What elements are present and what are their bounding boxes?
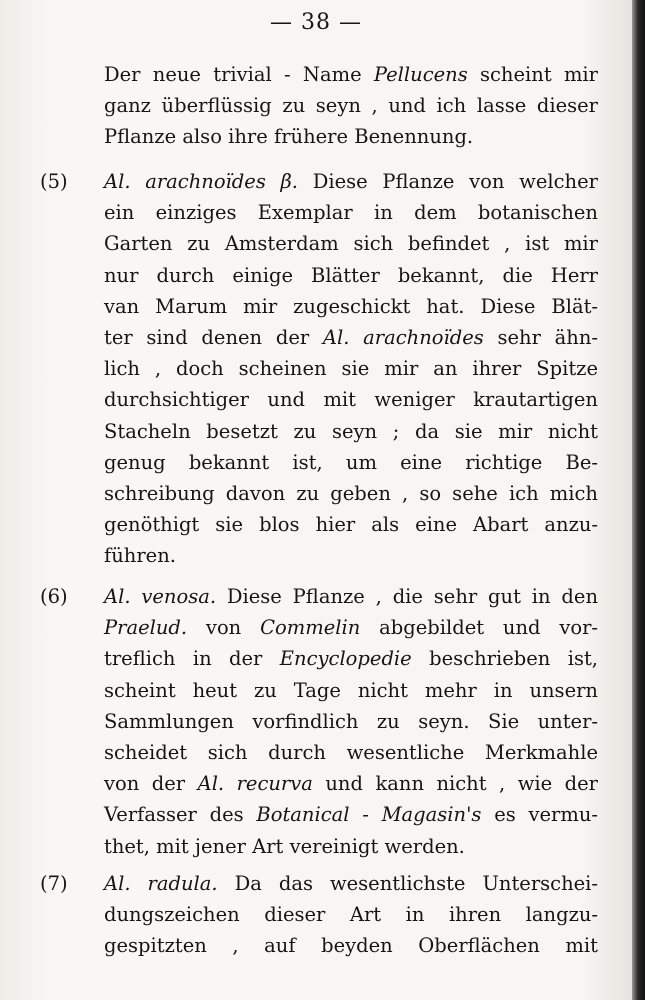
text-run: von <box>187 616 261 640</box>
text-line <box>104 509 598 540</box>
text-run: van Marum mir zugeschickt hat. Diese Blät- <box>104 294 598 318</box>
text-line <box>104 868 598 899</box>
text-line <box>104 831 465 862</box>
text-line <box>104 581 598 612</box>
italic-name: Al. radula. <box>104 872 218 895</box>
text-run: es vermu- <box>481 803 598 827</box>
text-line <box>104 612 598 643</box>
text-run: abgebildet und vor- <box>360 616 598 640</box>
text-line <box>104 59 598 90</box>
entry-number: (6) <box>40 585 68 608</box>
text-line <box>104 291 598 322</box>
italic-name: Commelin <box>260 616 361 640</box>
text-run: Sammlungen vorfindlich zu seyn. Sie unter- <box>104 709 598 733</box>
text-run: scheidet sich durch wesentliche Merkmahle <box>104 741 598 764</box>
text-line <box>104 322 598 353</box>
text-line <box>104 353 598 384</box>
text-run: Diese Pflanze von welcher <box>298 170 598 193</box>
text-line <box>104 228 598 259</box>
page-edge-shadow <box>632 0 645 1000</box>
text-line <box>104 166 598 197</box>
text-line <box>104 899 598 930</box>
text-line <box>104 121 473 152</box>
text-run: ganz überflüssig zu seyn , und ich lasse dieser <box>104 94 598 118</box>
text-run: Diese Pflanze , die sehr gut in den <box>216 585 598 608</box>
text-line <box>104 799 598 830</box>
text-line <box>104 768 598 799</box>
text-line <box>104 675 598 706</box>
italic-name: Al. arachnoïdes β. <box>104 170 298 193</box>
text-run: thet, mit jener Art vereinigt werden. <box>104 834 465 858</box>
text-line <box>104 260 598 291</box>
text-run: führen. <box>104 544 176 568</box>
text-run: durchsichtiger und mit weniger krautartigen <box>104 388 598 412</box>
italic-name: Pellucens <box>373 63 468 86</box>
text-line <box>104 384 598 415</box>
text-line <box>104 706 598 737</box>
text-run: schreibung davon zu geben , so sehe ich mich <box>104 482 598 505</box>
text-run: ein einziges Exemplar in dem botanischen <box>104 201 598 225</box>
text-run: scheint mir <box>467 63 598 86</box>
italic-name: Botanical - Magasin's <box>256 803 482 827</box>
text-run: Pflanze also ihre frühere Benennung. <box>104 125 474 149</box>
text-run: nur durch einige Blätter bekannt, die Herr <box>104 263 598 287</box>
italic-name: Al. arachnoïdes <box>322 326 484 349</box>
text-line <box>104 90 598 121</box>
italic-name: Al. venosa. <box>104 585 217 608</box>
text-run: sehr ähn- <box>483 326 598 349</box>
text-run: dungszeichen dieser Art in ihren langzu- <box>104 903 598 927</box>
text-line <box>104 930 598 961</box>
text-run: Garten zu Amsterdam sich befindet , ist mir <box>104 232 598 256</box>
text-run: treflich in der <box>104 647 280 671</box>
text-line <box>104 416 598 447</box>
text-run: lich , doch scheinen sie mir an ihrer Spitze <box>104 357 598 381</box>
entry-number: (5) <box>40 170 68 193</box>
text-line <box>104 447 598 478</box>
italic-name: Praelud. <box>104 616 188 640</box>
text-run: scheint heut zu Tage nicht mehr in unsern <box>104 678 598 702</box>
italic-name: Al. recurva <box>197 772 313 796</box>
text-run: genöthigt sie blos hier als eine Abart anzu- <box>104 513 598 537</box>
text-run: von der <box>104 772 198 796</box>
text-run: Der neue trivial - Name <box>104 63 374 86</box>
text-line <box>104 478 598 509</box>
text-run: ter sind denen der <box>104 326 323 349</box>
text-line <box>104 643 598 674</box>
text-line <box>104 540 176 571</box>
text-run: gespitzten , auf beyden Oberflächen mit <box>104 934 598 958</box>
text-run: und kann nicht , wie der <box>312 772 598 796</box>
page-number: — 38 — <box>270 10 362 35</box>
text-line <box>104 197 598 228</box>
text-run: Stacheln besetzt zu seyn ; da sie mir nicht <box>104 419 598 443</box>
text-run: Da das wesentlichste Unterschei- <box>217 872 599 895</box>
text-line <box>104 737 598 768</box>
text-run: beschrieben ist, <box>411 647 599 671</box>
italic-name: Encyclopedie <box>279 647 412 671</box>
entry-number: (7) <box>40 872 68 895</box>
text-run: Verfasser des <box>104 803 257 827</box>
text-run: genug bekannt ist, um eine richtige Be- <box>104 450 598 474</box>
